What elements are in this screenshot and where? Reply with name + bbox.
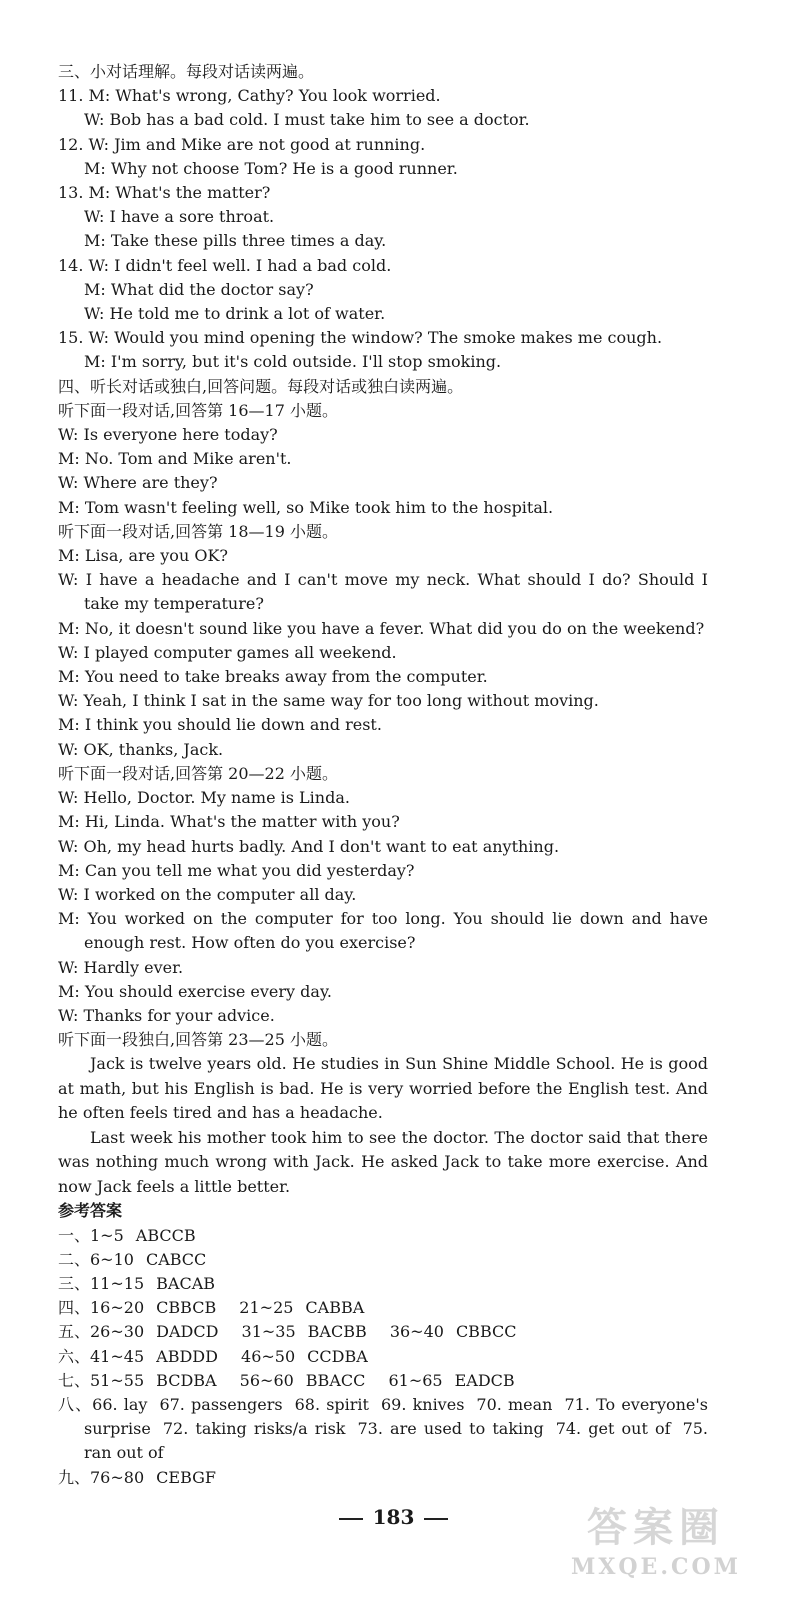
section-title: 三、小对话理解。每段对话读两遍。 [58,62,315,81]
conversation-title: 听下面一段对话,回答第 18—19 小题。 [58,521,338,541]
answer-row: 五、26~30 DADCD 31~35 BACBB 36~40 CBBCC [58,1322,517,1342]
dialog-line: W: Thanks for your advice. [58,1005,275,1025]
dialog-line: M: Lisa, are you OK? [58,546,228,566]
answers-title: 参考答案 [58,1201,123,1221]
answer-row: 二、6~10 CABCC [58,1249,207,1269]
dialog-line: W: Hardly ever. [58,957,184,977]
answer-row: 一、1~5 ABCCB [58,1225,196,1245]
conversation-title: 听下面一段对话,回答第 20—22 小题。 [58,763,338,783]
dialog-line: M: Take these pills three times a day. [84,231,387,251]
dialog-line: M: You worked on the computer for too long. You should lie down and have enough rest. How often do you exercise? [58,909,708,953]
watermark-logo: 答案圈 MXQE.COM [570,1504,742,1580]
dialog-line: W: I have a headache and I can't move my neck. What should I do? Should I take my temperature? [58,570,708,614]
dialog-line: M: No. Tom and Mike aren't. [58,449,292,469]
dialog-line: W: I have a sore throat. [84,207,275,227]
page-content [58,60,708,1490]
monologue-paragraph: Last week his mother took him to see the doctor. The doctor said that there was nothing much wrong with Jack. He asked Jack to take more exercise. And now Jack feels a little better. [58,1127,708,1196]
answer-row: 六、41~45 ABDDD 46~50 CCDBA [58,1346,368,1366]
dialog-line: M: What did the doctor say? [84,279,314,299]
dialog-line: M: You should exercise every day. [58,981,332,1001]
dialog-line: 14. W: I didn't feel well. I had a bad cold. [58,255,392,275]
monologue-title: 听下面一段独白,回答第 23—25 小题。 [58,1030,338,1050]
dash-right [424,1518,448,1520]
dialog-line: M: Tom wasn't feeling well, so Mike took him to the hospital. [58,497,554,517]
dialog-line: M: Hi, Linda. What's the matter with you? [58,812,400,832]
answer-row: 九、76~80 CEBGF [58,1467,216,1487]
dash-left [339,1518,363,1520]
dialog-line: M: No, it doesn't sound like you have a fever. What did you do on the weekend? [58,618,705,638]
dialog-line: W: Where are they? [58,473,218,493]
conversation-title: 听下面一段对话,回答第 16—17 小题。 [58,400,338,420]
answer-row: 四、16~20 CBBCB 21~25 CABBA [58,1298,365,1318]
page-number: 183 [0,1505,787,1529]
dialog-line: W: Bob has a bad cold. I must take him to see a doctor. [84,110,530,130]
answer-row: 七、51~55 BCDBA 56~60 BBACC 61~65 EADCB [58,1370,515,1390]
dialog-line: W: Oh, my head hurts badly. And I don't want to eat anything. [58,836,560,856]
answer-row: 三、11~15 BACAB [58,1273,216,1293]
dialog-line: 11. M: What's wrong, Cathy? You look worried. [58,86,441,106]
monologue-paragraph: Jack is twelve years old. He studies in Sun Shine Middle School. He is good at math, but his English is bad. He is very worried before the English test. And he often feels tired and has a headache. [58,1054,708,1123]
dialog-line: W: He told me to drink a lot of water. [84,304,386,324]
answer-row-fill-in: 八、66. lay 67. passengers 68. spirit 69. knives 70. mean 71. To everyone's surprise 72. taking risks/a risk 73. are used to taking 74. get out of 75. ran out of [58,1394,709,1463]
dialog-line: W: Hello, Doctor. My name is Linda. [58,788,350,808]
dialog-line: 13. M: What's the matter? [58,183,271,203]
dialog-line: 15. W: Would you mind opening the window? The smoke makes me cough. [58,328,663,348]
dialog-line: W: OK, thanks, Jack. [58,739,224,759]
dialog-line: M: I'm sorry, but it's cold outside. I'll stop smoking. [84,352,502,372]
dialog-line: W: I played computer games all weekend. [58,642,397,662]
dialog-line: W: Is everyone here today? [58,425,278,445]
dialog-line: W: I worked on the computer all day. [58,884,357,904]
dialog-line: M: I think you should lie down and rest. [58,715,382,735]
section-title: 四、听长对话或独白,回答问题。每段对话或独白读两遍。 [58,376,464,396]
dialog-line: W: Yeah, I think I sat in the same way for too long without moving. [58,691,599,711]
dialog-line: M: You need to take breaks away from the computer. [58,667,488,687]
dialog-line: 12. W: Jim and Mike are not good at running. [58,134,426,154]
dialog-line: M: Can you tell me what you did yesterday? [58,860,415,880]
dialog-line: M: Why not choose Tom? He is a good runner. [84,158,458,178]
